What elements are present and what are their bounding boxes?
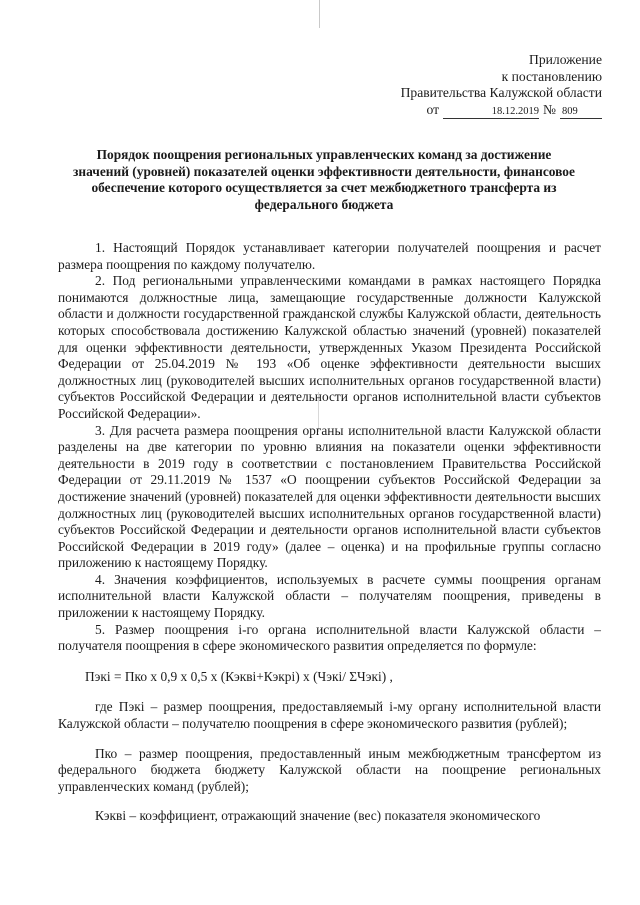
- paragraph-2: 2. Под региональными управленческими командами в рамках настоящего Порядка понимаются должностные лица, замещающие государственные должности Калужской области и должности государственной гражданской службы Калужской области, деятельность которых способствовала достижению Калужской областью значений (уровней) показателей для оценки эффективности деятельности, утвержденных Указом Президента Российской Федерации от 25.04.2019 № 193 «Об оценке эффективности деятельности высших должностных лиц (руководителей высших исполнительных органов государственной власти) субъектов Российской Федерации и деятельности органов исполнительной власти субъектов Российской Федерации».: [58, 273, 601, 421]
- number-sign: №: [543, 101, 556, 117]
- definition-kekvi: Кэкві – коэффициент, отражающий значение (вес) показателя экономического: [95, 808, 541, 824]
- appendix-resolution-label: к постановлению: [501, 68, 602, 84]
- appendix-reference: [362, 102, 602, 119]
- from-label: от: [426, 101, 440, 117]
- paragraph-5: 5. Размер поощрения i-го органа исполнительной власти Калужской области – получателя поощрения в сфере экономического развития определяется по формуле:: [58, 621, 601, 654]
- definition-pko: Пко – размер поощрения, предоставленный иным межбюджетным трансфертом из федерального бюджета бюджету Калужской области на поощрение региональных управленческих команд (рублей);: [58, 745, 601, 794]
- appendix-header: [362, 52, 602, 119]
- definition-peki: где Пэкі – размер поощрения, предоставляемый і-му органу исполнительной власти Калужской области – получателю поощрения в сфере экономического развития (рублей);: [58, 699, 601, 732]
- formula: Пэкі = Пко х 0,9 х 0,5 х (Кэкві+Кэкрі) х (Чэкі/ ΣЧэкі) ,: [85, 668, 393, 684]
- appendix-label: Приложение: [529, 52, 602, 67]
- paragraph-4: 4. Значения коэффициентов, используемых в расчете суммы поощрения органам исполнительной власти Калужской области – получателям поощрения, приведены в приложении к настоящему Порядку.: [58, 571, 601, 621]
- paragraph-1: 1. Настоящий Порядок устанавливает категории получателей поощрения и расчет размера поощрения по каждому получателю.: [58, 240, 601, 272]
- paragraph-3: 3. Для расчета размера поощрения органы исполнительной власти Калужской области разделены на две категории по уровню влияния на показатели оценки эффективности деятельности в 2019 году в соответствии с постановлением Правительства Российской Федерации от 29.11.2019 № 1537 «О поощрении субъектов Российской Федерации за достижение значений (уровней) показателей для оценки эффективности деятельности высших должностных лиц (руководителей высших исполнительных органов государственной власти) субъектов Российской Федерации и деятельности органов исполнительной власти субъектов Российской Федерации в 2019 году» (далее – оценка) и на профильные группы согласно приложению к настоящему Порядку.: [58, 422, 601, 571]
- resolution-number: 809: [560, 106, 602, 119]
- binding-mark: [319, 0, 320, 28]
- appendix-government-label: Правительства Калужской области: [400, 85, 602, 101]
- document-body: [58, 240, 601, 825]
- resolution-date: 18.12.2019: [443, 106, 539, 119]
- document-title: Порядок поощрения региональных управленческих команд за достижение значений (уровней) показателей оценки эффективности деятельности, финансовое обеспечение которого осуществляется за счет межбюджетного трансферта из федерального бюджета: [73, 147, 575, 212]
